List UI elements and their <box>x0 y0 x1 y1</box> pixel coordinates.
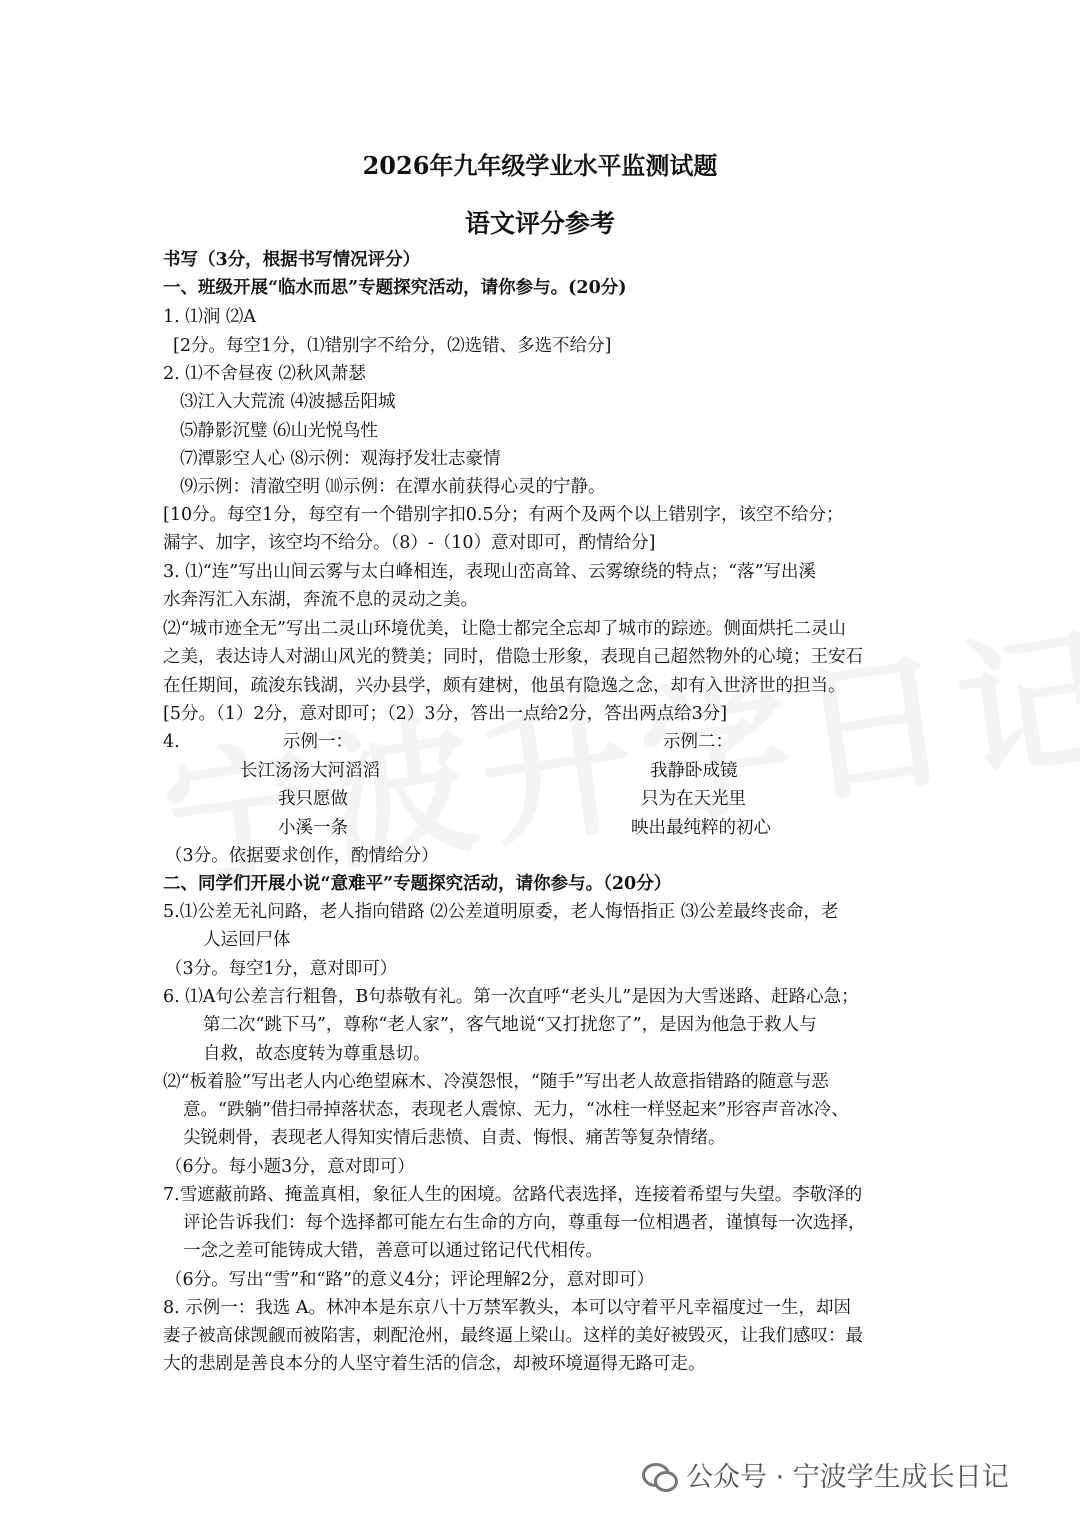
text-line: 二、同学们开展小说“意难平”专题探究活动，请你参与。（20分） <box>163 874 672 894</box>
text-line: [10分。每空1分，每空有一个错别字扣0.5分；有两个及两个以上错别字，该空不给分； <box>163 505 844 525</box>
text-line: 人运回尸体 <box>203 930 291 950</box>
text-line: ⑼示例：清澈空明 ⑽示例：在潭水前获得心灵的宁静。 <box>180 477 606 497</box>
text-line: （3分。依据要求创作，酌情给分） <box>165 846 439 866</box>
text-line: 示例二： <box>663 732 733 752</box>
text-line: ⑺潭影空人心 ⑻示例：观海抒发壮志豪情 <box>180 449 501 469</box>
text-line: 4. <box>163 732 180 752</box>
text-line: 漏字、加字，该空均不给分。（8）-（10）意对即可，酌情给分] <box>163 533 656 553</box>
text-line: ⑸静影沉璧 ⑹山光悦鸟性 <box>180 421 379 441</box>
text-line: 2. ⑴不舍昼夜 ⑵秋风萧瑟 <box>163 364 366 384</box>
page-title: 2026年九年级学业水平监测试题 <box>362 151 718 180</box>
text-line: 长江汤汤大河滔滔 <box>240 761 380 781</box>
text-line: （3分。每空1分，意对即可） <box>165 959 398 979</box>
text-line: 8. 示例一：我选 A。林冲本是东京八十万禁军教头，本可以守着平凡幸福度过一生，却因 <box>163 1298 851 1318</box>
text-line: 一念之差可能铸成大错，善意可以通过铭记代代相传。 <box>183 1241 603 1261</box>
footer-text: 公众号 · 宁波学生成长日记 <box>686 1462 1009 1493</box>
text-line: 示例一： <box>283 732 353 752</box>
text-line: [5分。（1）2分，意对即可；（2）3分，答出一点给2分，答出两点给3分] <box>163 704 728 724</box>
footer-attribution <box>642 1455 1009 1494</box>
text-line: 1. ⑴涧 ⑵A <box>163 307 256 327</box>
text-line: 小溪一条 <box>278 818 348 838</box>
text-line: 映出最纯粹的初心 <box>631 818 771 838</box>
text-line: 5.⑴公差无礼问路，老人指向错路 ⑵公差道明原委，老人悔悟指正 ⑶公差最终丧命，老 <box>163 902 839 922</box>
text-line: 3. ⑴“连”写出山间云雾与太白峰相连，表现山峦高耸、云雾缭绕的特点；“落”写出溪 <box>163 562 817 582</box>
text-line: 意。“跌躺”借扫帚掉落状态，表现老人震惊、无力，“冰柱一样竖起来”形容声音冰冷、 <box>183 1100 849 1120</box>
text-line: 书写（3分，根据书写情况评分） <box>163 250 421 270</box>
text-line: （6分。每小题3分，意对即可） <box>165 1157 415 1177</box>
text-line: 我静卧成镜 <box>650 761 738 781</box>
text-line: 评论告诉我们：每个选择都可能左右生命的方向，尊重每一位相遇者，谨慎每一次选择， <box>183 1213 866 1233</box>
text-line: 一、班级开展“临水而思”专题探究活动，请你参与。(20分) <box>163 278 627 298</box>
text-line: 尖锐刺骨，表现老人得知实情后悲愤、自责、悔恨、痛苦等复杂情绪。 <box>183 1128 726 1148</box>
text-line: 水奔泻汇入东湖，奔流不息的灵动之美。 <box>163 590 478 610</box>
text-line: 我只愿做 <box>278 789 348 809</box>
text-line: 6. ⑴A句公差言行粗鲁，B句恭敬有礼。第一次直呼“老头儿”是因为大雪迷路、赶路心急； <box>163 987 859 1007</box>
text-line: （6分。写出“雪”和“路”的意义4分；评论理解2分，意对即可） <box>165 1270 655 1290</box>
wechat-icon <box>642 1461 676 1489</box>
text-line: 大的悲剧是善良本分的人坚守着生活的信念，却被环境逼得无路可走。 <box>163 1354 706 1374</box>
text-line: 7.雪遮蔽前路、掩盖真相，象征人生的困境。岔路代表选择，连接着希望与失望。李敬泽的 <box>163 1185 863 1205</box>
text-line: ⑵“城市迹全无”写出二灵山环境优美，让隐士都完全忘却了城市的踪迹。侧面烘托二灵山 <box>163 619 846 639</box>
text-line: 自救，故态度转为尊重恳切。 <box>203 1044 431 1064</box>
text-line: 之美，表达诗人对湖山风光的赞美；同时，借隐士形象，表现自己超然物外的心境；王安石 <box>163 647 863 667</box>
text-line: 在任期间，疏浚东钱湖，兴办县学，颇有建树，他虽有隐逸之念，却有入世济世的担当。 <box>163 676 846 696</box>
text-line: 只为在天光里 <box>641 789 746 809</box>
text-line: 妻子被高俅觊觎而被陷害，刺配沧州，最终逼上梁山。这样的美好被毁灭，让我们感叹：最 <box>163 1326 863 1346</box>
text-line: ⑶江入大荒流 ⑷波撼岳阳城 <box>180 392 396 412</box>
text-line: [2分。每空1分，⑴错别字不给分，⑵选错、多选不给分] <box>173 336 612 356</box>
page-subtitle: 语文评分参考 <box>464 209 615 238</box>
text-line: 第二次“跳下马”，尊称“老人家”，客气地说“又打扰您了”，是因为他急于救人与 <box>203 1015 817 1035</box>
text-line: ⑵“板着脸”写出老人内心绝望麻木、冷漠怨恨，“随手”写出老人故意指错路的随意与恶 <box>163 1072 829 1092</box>
